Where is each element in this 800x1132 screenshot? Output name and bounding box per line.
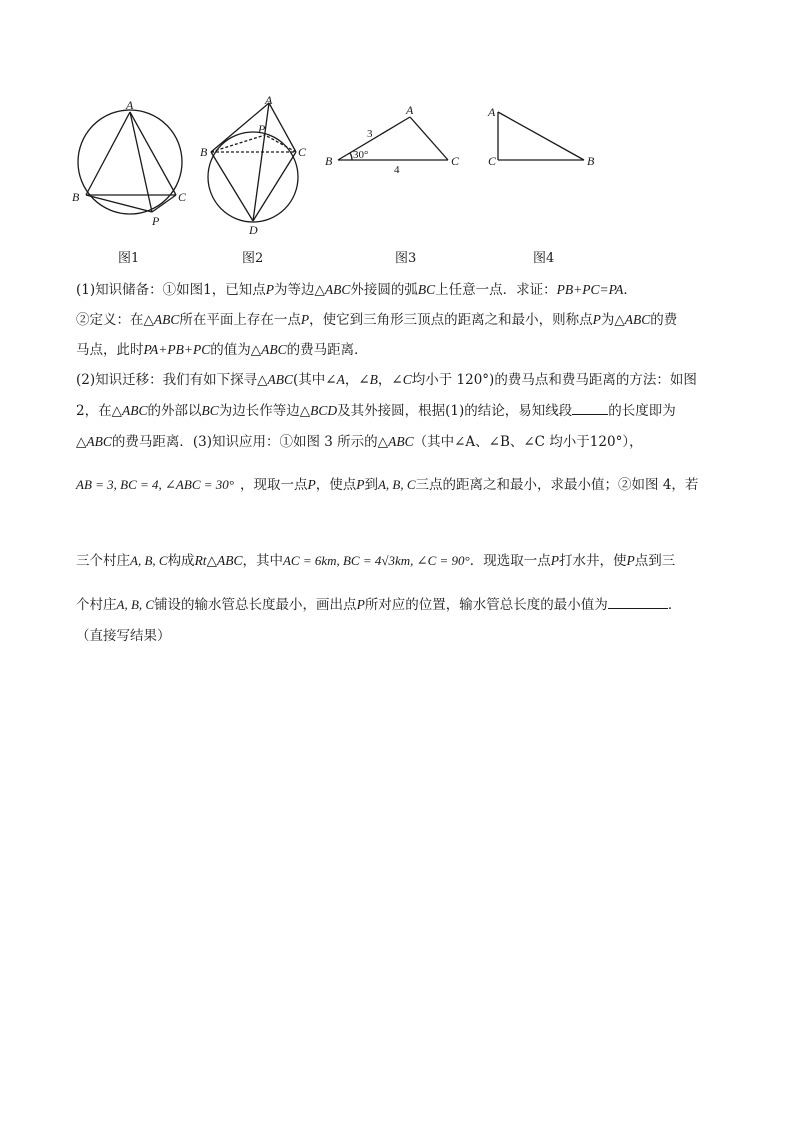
figures-row	[60, 95, 700, 270]
fig4-side-ab	[498, 112, 584, 160]
t: 均小于 120°)的费马点和费马距离的方法：如图	[411, 372, 697, 388]
t: 外接圆的弧	[350, 282, 418, 298]
fig2-side-bd	[211, 152, 253, 221]
fig3-side-ac	[410, 117, 448, 160]
t: P	[300, 312, 310, 327]
t: 构成	[167, 553, 195, 569]
text-line-2	[76, 310, 677, 330]
t: Rt	[194, 553, 207, 568]
t: P	[550, 553, 559, 568]
t: PA+PB+PC	[143, 342, 211, 357]
t: 的费马距离．	[286, 342, 368, 358]
fig2-label-p: P	[258, 122, 266, 136]
t: △	[206, 553, 217, 569]
t: 所对应的位置，输水管总长度的最小值为	[364, 597, 608, 613]
t: 的费马距离．(3)知识应用：①如图 3 所示的△	[111, 434, 389, 450]
t: （其中∠A、∠B、∠C 均小于120°），	[413, 434, 643, 450]
text-line-3	[76, 340, 368, 360]
t: 三个村庄	[76, 553, 130, 569]
text-line-1	[76, 280, 637, 300]
t: 为边长作等边△	[218, 403, 311, 419]
fig1-label-c: C	[178, 190, 187, 204]
t: 及其外接圆，根据(1)的结论，易知线段	[337, 403, 573, 419]
fig1-segment-pa	[130, 112, 152, 212]
t: ABC	[86, 434, 112, 449]
t: ABC	[388, 434, 414, 449]
t: P	[307, 477, 316, 492]
fig3-side-bc-length: 4	[394, 164, 400, 176]
t: △	[76, 434, 87, 450]
t: 的费	[650, 312, 678, 328]
fig3-caption: 图3	[395, 251, 417, 266]
t: AB = 3, BC = 4, ∠ABC = 30°	[76, 477, 234, 492]
figures-svg	[60, 95, 700, 270]
t: ABC	[267, 372, 294, 387]
t: 个村庄	[76, 597, 117, 613]
t: A	[336, 372, 345, 387]
fig2-circle	[208, 132, 298, 222]
text-line-7	[76, 475, 698, 495]
t: ABC	[261, 342, 287, 357]
text-line-8	[76, 551, 675, 571]
fig2-label-a: A	[265, 95, 273, 107]
t: ABC	[324, 282, 351, 297]
t: ，使它到三角形三顶点的距离之和最小，则称点	[309, 312, 593, 328]
t: A, B, C	[116, 597, 155, 612]
text-line-4	[76, 370, 697, 390]
fig3-label-b: B	[325, 154, 333, 168]
t: AC = 6km, BC = 4√3km, ∠C = 90°	[282, 553, 470, 568]
t: 所在平面上存在一点	[179, 312, 301, 328]
t: A, B, C	[130, 553, 168, 568]
figure-4	[498, 112, 584, 160]
fig1-segment-pc	[152, 195, 176, 212]
t: 铺设的输水管总长度最小，画出点	[154, 597, 357, 613]
t: 马点，此时	[76, 342, 144, 358]
t: P	[592, 312, 601, 327]
t: 的值为△	[210, 342, 262, 358]
t: ，现取一点	[239, 477, 308, 493]
fig1-segment-pb	[86, 195, 152, 212]
fig1-label-a: A	[126, 98, 134, 112]
t: P	[356, 477, 365, 492]
figure-2	[208, 103, 298, 222]
fig4-label-a: A	[488, 105, 496, 119]
fig3-label-a: A	[406, 103, 414, 117]
fig1-label-b: B	[72, 190, 80, 204]
figure-1	[78, 110, 182, 214]
t: 为△	[600, 312, 625, 328]
fig3-side-ab-length: 3	[367, 128, 373, 140]
fig2-label-d: D	[249, 223, 258, 237]
fig3-angle-arc	[350, 153, 352, 160]
fig2-side-cd	[253, 152, 296, 221]
t: P	[265, 282, 274, 297]
text-line-5	[76, 400, 676, 421]
t: ．	[623, 282, 637, 298]
t: ABC	[624, 312, 651, 327]
fig3-label-c: C	[451, 154, 460, 168]
t: BC	[417, 282, 436, 297]
t: 为等边△	[273, 282, 325, 298]
answer-blank-min-length[interactable]	[608, 594, 668, 609]
t: (其中∠	[293, 372, 337, 388]
fig1-caption: 图1	[118, 251, 140, 266]
text-line-10	[76, 626, 171, 646]
t: ．现选取一点	[469, 553, 551, 569]
t: ，∠	[377, 372, 403, 388]
t: 2，在△	[76, 403, 122, 419]
t: C	[402, 372, 412, 387]
fig4-label-b: B	[587, 154, 595, 168]
t: (2)知识迁移：我们有如下探寻△	[76, 372, 268, 388]
fig2-label-b: B	[200, 145, 208, 159]
t: ABC	[121, 403, 148, 418]
t: 打水井，使	[558, 553, 627, 569]
fig1-side-ac	[130, 112, 176, 195]
t: BCD	[310, 403, 338, 418]
answer-blank-segment[interactable]	[572, 400, 608, 415]
fig2-label-c: C	[298, 145, 307, 159]
t: P	[356, 597, 365, 612]
text-line-9	[76, 594, 681, 615]
fig2-segment-bp	[211, 135, 265, 152]
t: PB+PC=PA	[556, 282, 624, 297]
fig3-side-ab	[338, 117, 410, 160]
fig2-segment-ad	[253, 103, 269, 221]
fig1-label-p: P	[152, 214, 160, 228]
t: 的长度即为	[608, 403, 676, 419]
t: ，其中	[242, 553, 283, 569]
t: ABC	[153, 312, 180, 327]
t: 的外部以	[147, 403, 202, 419]
t: 三点的距离之和最小，求最小值；②如图 4，若	[415, 477, 699, 493]
fig1-side-ab	[86, 112, 130, 195]
fig3-angle-label: 30°	[353, 149, 369, 161]
t: 到	[364, 477, 378, 493]
t: 点到三	[634, 553, 676, 569]
t: ，∠	[344, 372, 370, 388]
t: ABC	[216, 553, 243, 568]
t: 上任意一点．求证：	[435, 282, 557, 298]
text-line-6	[76, 432, 643, 452]
t: B	[369, 372, 378, 387]
t: （直接写结果）	[76, 628, 171, 644]
t: A, B, C	[377, 477, 416, 492]
fig4-label-c: C	[488, 154, 497, 168]
fig4-caption: 图4	[533, 251, 555, 266]
t: ，使点	[315, 477, 357, 493]
t: BC	[201, 403, 219, 418]
t: P	[626, 553, 635, 568]
fig2-caption: 图2	[242, 251, 264, 266]
t: ②定义：在△	[76, 312, 154, 328]
t: (1)知识储备：①如图1，已知点	[76, 282, 266, 298]
t: ．	[667, 597, 682, 613]
fig1-circle	[78, 110, 182, 214]
